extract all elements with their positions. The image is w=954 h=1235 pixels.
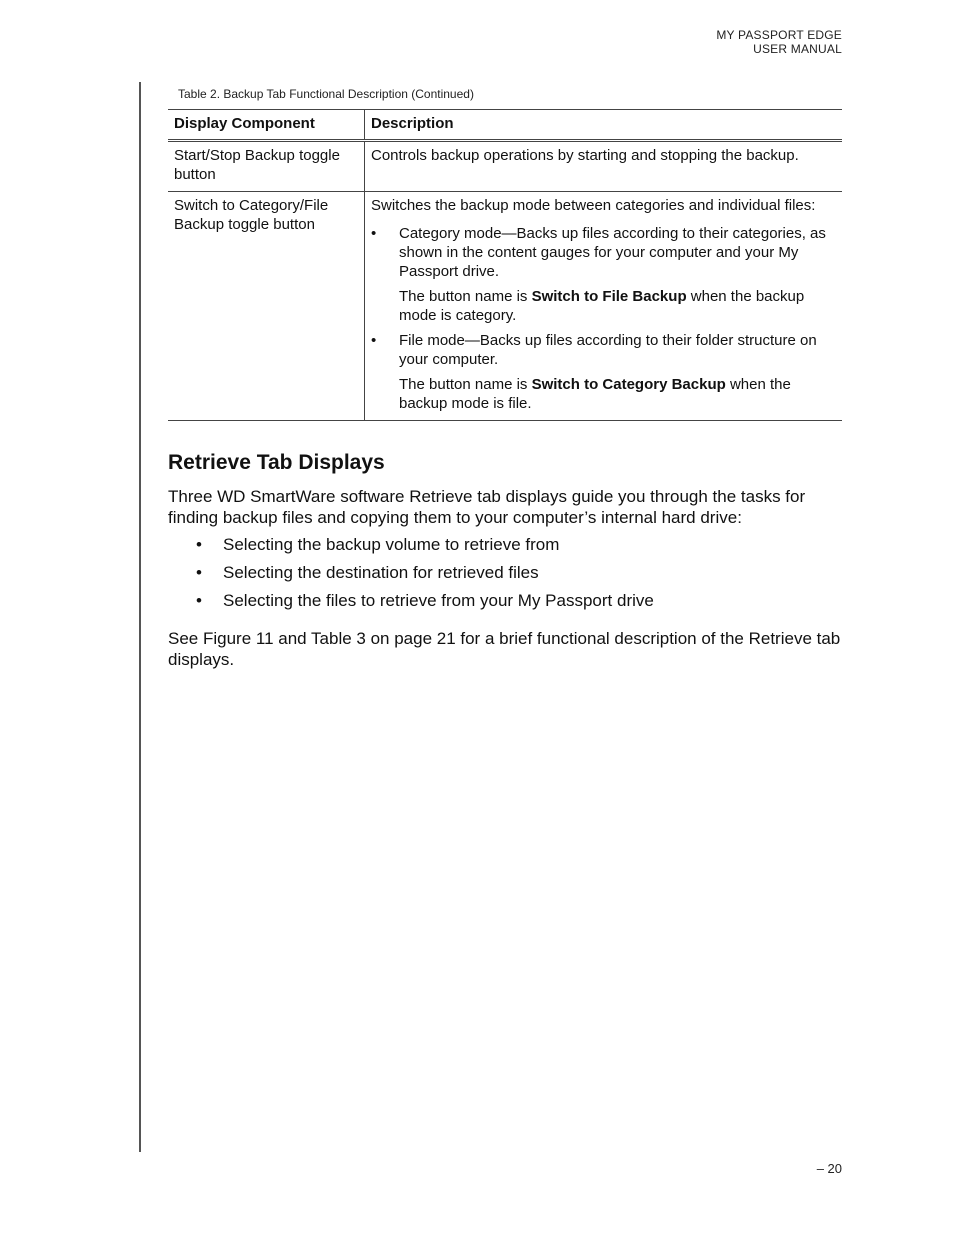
table-row xyxy=(168,192,842,421)
task-list xyxy=(168,534,842,618)
table-row xyxy=(168,141,842,192)
cell-description xyxy=(365,192,843,421)
note-button-name: Switch to Category Backup xyxy=(531,376,726,393)
cell-component: Switch to Category/File Backup toggle button xyxy=(168,192,365,421)
table-caption: Table 2. Backup Tab Functional Description (Continued) xyxy=(178,87,474,101)
bullet-icon: • xyxy=(196,591,202,610)
table-header-row xyxy=(168,110,842,141)
bullet-text: File mode—Backs up files according to their folder structure on your computer. xyxy=(399,332,817,368)
list-item xyxy=(168,562,842,583)
margin-rule xyxy=(139,82,141,1152)
running-header xyxy=(716,28,842,56)
bullet-icon: • xyxy=(196,535,202,554)
note-text: when the backup mode is category. xyxy=(399,288,805,324)
section-closing: See Figure 11 and Table 3 on page 21 for a brief functional description of the Retrieve tab displays. xyxy=(168,629,841,669)
note-text: when the backup mode is file. xyxy=(399,376,791,412)
cell-description: Controls backup operations by starting and stopping the backup. xyxy=(365,141,843,192)
list-item xyxy=(371,331,836,369)
bullet-note xyxy=(371,287,836,325)
page-number: – 20 xyxy=(816,1161,842,1176)
list-item-text: Selecting the backup volume to retrieve from xyxy=(223,535,560,554)
section-title: Retrieve Tab Displays xyxy=(168,451,385,474)
backup-tab-description-table xyxy=(168,109,842,421)
bullet-icon: • xyxy=(371,225,377,242)
list-item-text: Selecting the destination for retrieved files xyxy=(223,563,539,582)
note-button-name: Switch to File Backup xyxy=(531,288,687,305)
bullet-icon: • xyxy=(371,332,377,349)
bullet-text: Category mode—Backs up files according to their categories, as shown in the content gauges for your computer and your My Passport drive. xyxy=(399,225,826,280)
bullet-note xyxy=(371,375,836,413)
cell-component: Start/Stop Backup toggle button xyxy=(168,141,365,192)
note-text: The button name is xyxy=(399,376,532,393)
bullet-icon: • xyxy=(196,563,202,582)
section-intro: Three WD SmartWare software Retrieve tab displays guide you through the tasks for finding backup files and copying them to your computer’s internal hard drive: xyxy=(168,487,806,527)
header-product: MY PASSPORT EDGE xyxy=(716,28,842,42)
list-item xyxy=(168,534,842,555)
list-item xyxy=(168,590,842,611)
list-item-text: Selecting the files to retrieve from your My Passport drive xyxy=(223,591,654,610)
note-text: The button name is xyxy=(399,288,532,305)
description-intro: Switches the backup mode between categories and individual files: xyxy=(371,197,816,214)
column-header-display-component: Display Component xyxy=(168,110,365,141)
list-item xyxy=(371,224,836,281)
column-header-description: Description xyxy=(365,110,843,141)
header-doc-type: USER MANUAL xyxy=(753,42,842,56)
